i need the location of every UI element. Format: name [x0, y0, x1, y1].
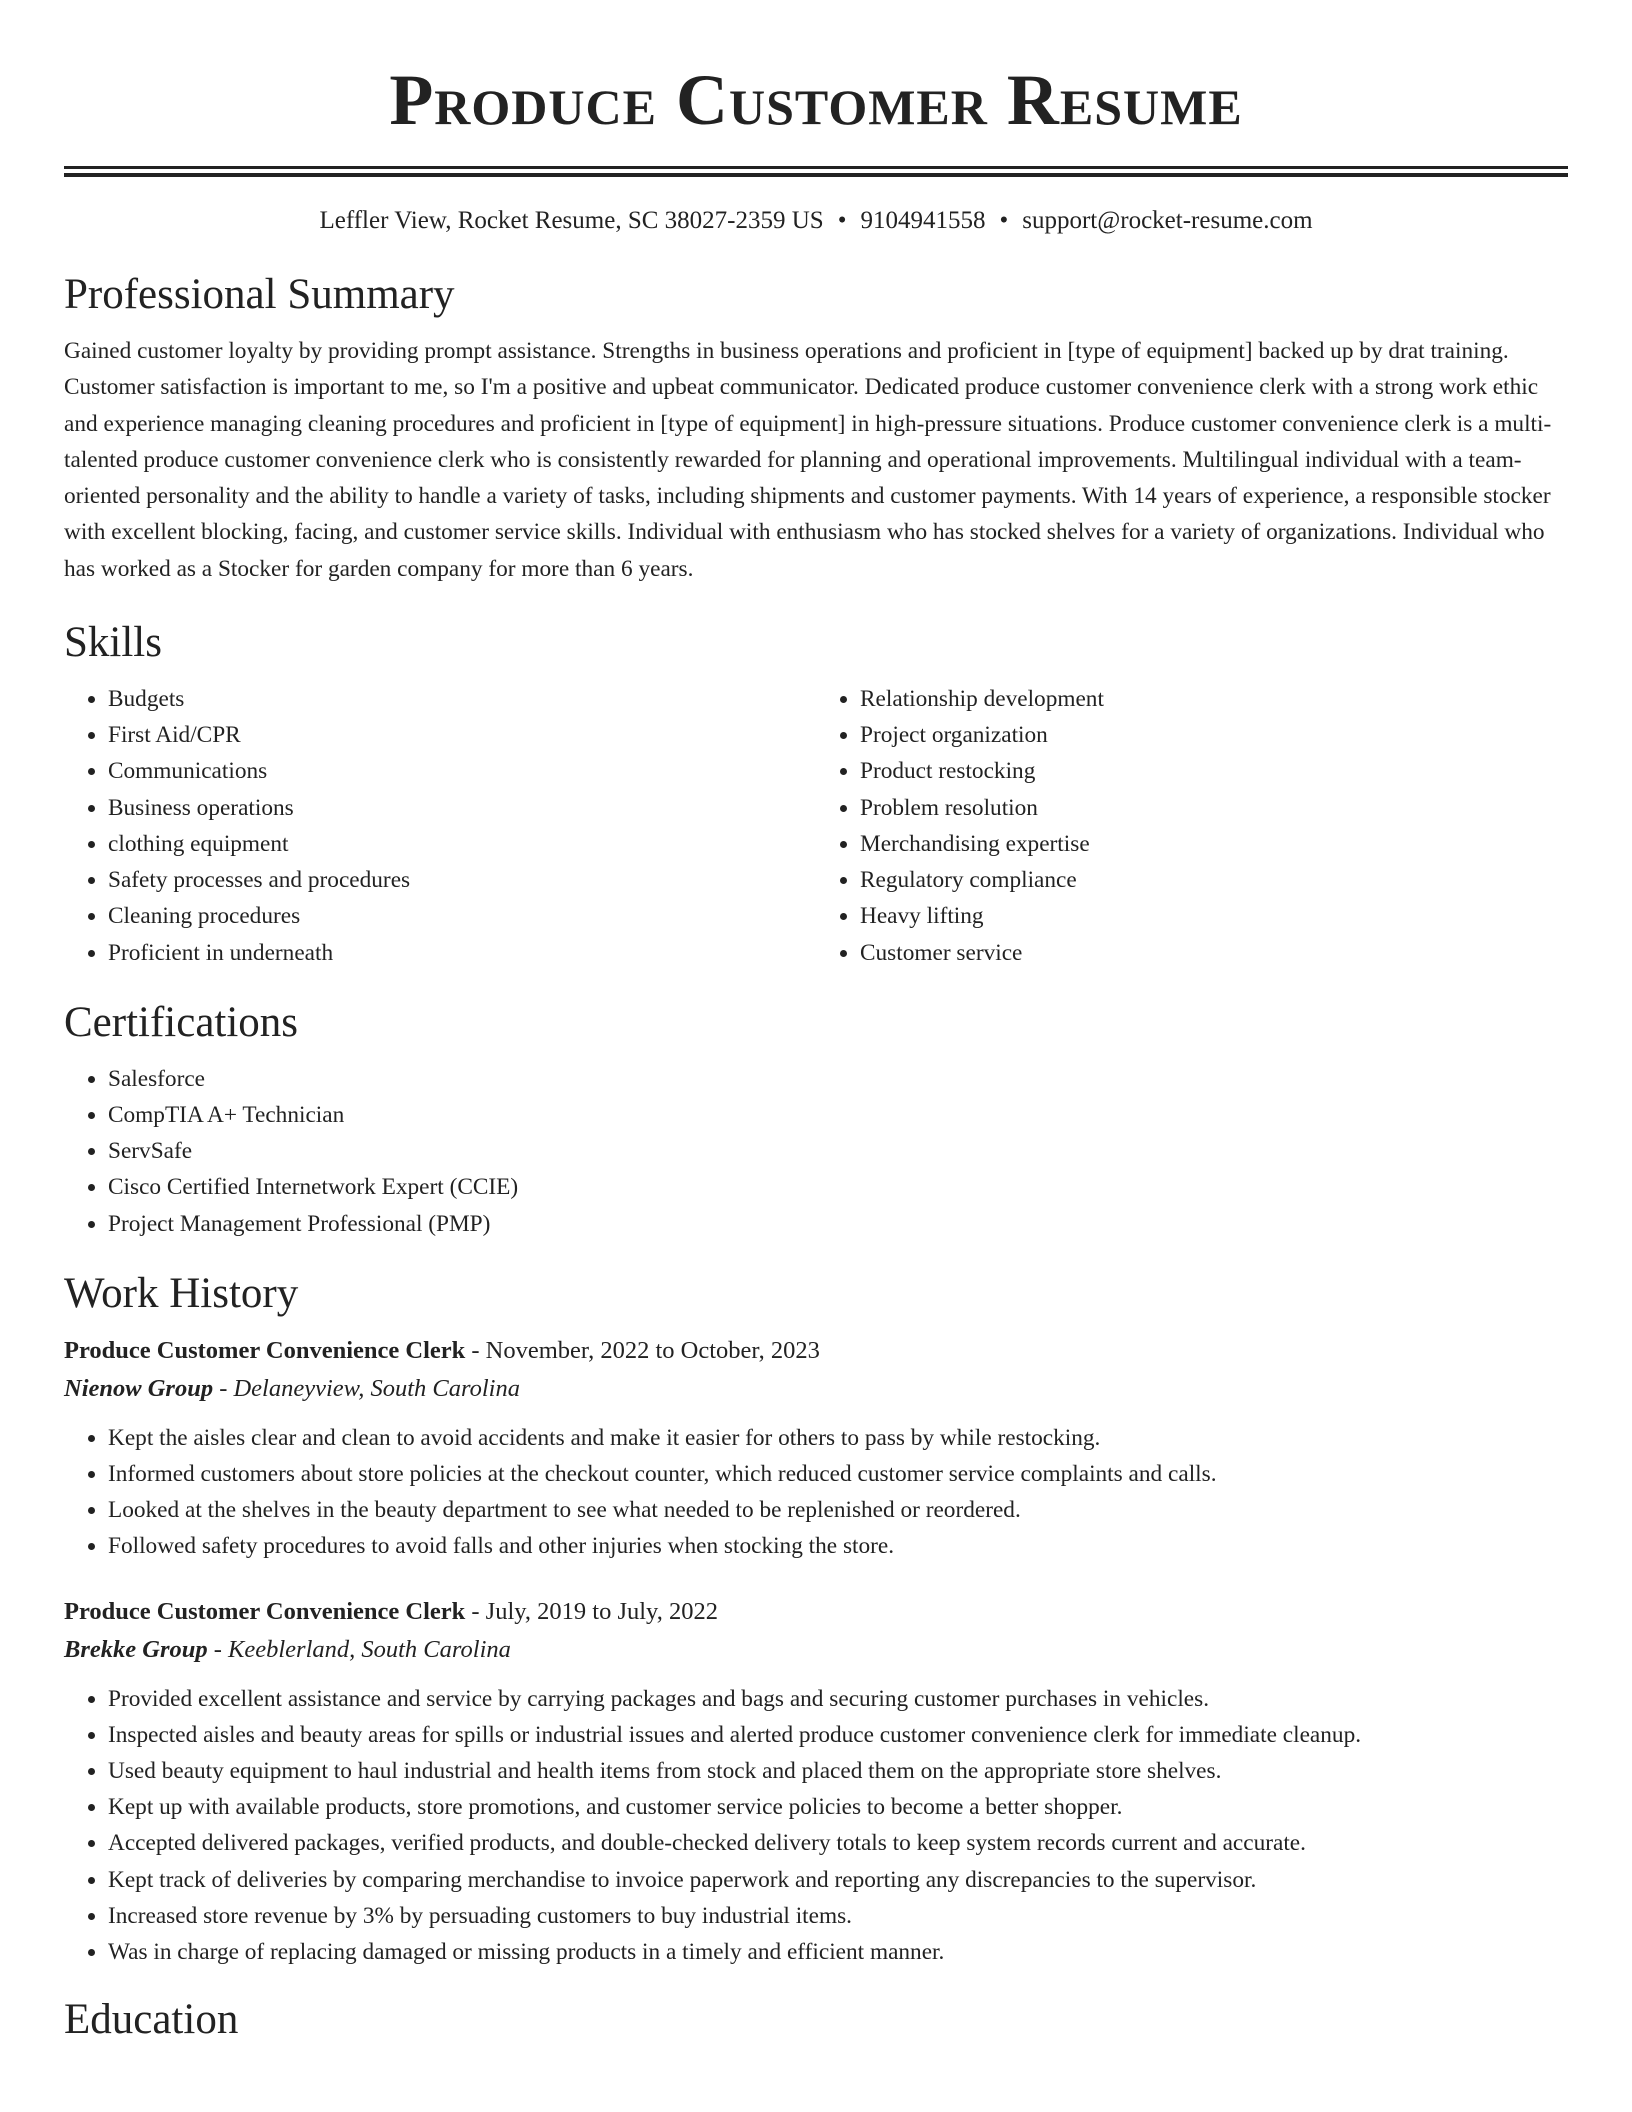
summary-text: Gained customer loyalty by providing prompt assistance. Strengths in business operations and proficient in [type of equipment] backed up by drat training. Customer satisfaction is important to me, so I'm a positive and upbeat communicator. Dedicated produce customer convenience clerk with a strong work ethic and experience managing cleaning procedures and proficient in [type of equipment] in high-pressure situations. Produce customer convenience clerk is a multi-talented produce customer convenience clerk who is consistently rewarded for planning and operational improvements. Multilingual individual with a team-oriented personality and the ability to handle a variety of tasks, including shipments and customer payments. With 14 years of experience, a responsible stocker with excellent blocking, facing, and customer service skills. Individual with enthusiasm who has stocked shelves for a variety of organizations. Individual who has worked as a Stocker for garden company for more than 6 years. — [64, 338, 1552, 582]
skill-item: • Regulatory compliance — [860, 862, 1568, 898]
job-entry — [64, 1332, 1568, 1565]
skills-grid — [64, 681, 1568, 971]
job-company: Nienow Group — [64, 1374, 214, 1402]
resume-title: Produce Customer Resume — [389, 60, 1243, 140]
section-heading-education: Education — [64, 1996, 239, 2044]
job-duty-item: • Increased store revenue by 3% by persuading customers to buy industrial items. — [108, 1898, 1568, 1934]
job-title-line — [64, 1593, 1568, 1631]
skill-item: • First Aid/CPR — [108, 717, 816, 753]
job-company-line — [64, 1370, 1568, 1408]
contact-line — [64, 203, 1568, 239]
section-heading-skills: Skills — [64, 619, 162, 667]
certifications-section — [64, 995, 1568, 1242]
title-divider — [64, 166, 1568, 177]
certification-item: • ServSafe — [108, 1133, 1568, 1169]
contact-separator: • — [837, 207, 847, 234]
section-heading-summary: Professional Summary — [64, 271, 455, 318]
skill-item: • Relationship development — [860, 681, 1568, 717]
job-location: - Keeblerland, South Carolina — [207, 1635, 511, 1663]
skills-list-left — [64, 681, 816, 971]
section-heading-certifications: Certifications — [64, 998, 299, 1046]
certifications-list — [64, 1061, 1568, 1242]
contact-email: support@rocket-resume.com — [1022, 207, 1313, 234]
job-duty-item: • Informed customers about store policies at the checkout counter, which reduced customer service complaints and calls. — [108, 1456, 1568, 1492]
certification-item: • Salesforce — [108, 1061, 1568, 1097]
job-dates: - November, 2022 to October, 2023 — [465, 1336, 820, 1364]
skill-item: • Safety processes and procedures — [108, 862, 816, 898]
job-duties-list — [64, 1681, 1568, 1971]
education-section — [64, 1992, 1568, 2048]
certification-item: • CompTIA A+ Technician — [108, 1097, 1568, 1133]
certification-item: • Project Management Professional (PMP) — [108, 1206, 1568, 1242]
skill-item: • Heavy lifting — [860, 898, 1568, 934]
skill-item: • clothing equipment — [108, 826, 816, 862]
job-duty-item: • Provided excellent assistance and service by carrying packages and bags and securing customer purchases in vehicles. — [108, 1681, 1568, 1717]
skill-item: • Business operations — [108, 790, 816, 826]
certification-item: • Cisco Certified Internetwork Expert (CCIE) — [108, 1169, 1568, 1205]
job-title-line — [64, 1332, 1568, 1370]
job-duty-item: • Was in charge of replacing damaged or missing products in a timely and efficient manner. — [108, 1934, 1568, 1970]
contact-separator: • — [999, 207, 1009, 234]
job-duty-item: • Kept the aisles clear and clean to avoid accidents and make it easier for others to pass by while restocking. — [108, 1420, 1568, 1456]
section-heading-work-history: Work History — [64, 1269, 299, 1317]
job-duties-list — [64, 1420, 1568, 1565]
job-duty-item: • Used beauty equipment to haul industrial and health items from stock and placed them on the appropriate store shelves. — [108, 1753, 1568, 1789]
skill-item: • Problem resolution — [860, 790, 1568, 826]
skill-item: • Merchandising expertise — [860, 826, 1568, 862]
job-title: Produce Customer Convenience Clerk — [64, 1336, 466, 1364]
professional-summary-section — [64, 267, 1568, 587]
skills-section — [64, 615, 1568, 971]
job-dates: - July, 2019 to July, 2022 — [465, 1597, 718, 1625]
job-duty-item: • Kept up with available products, store promotions, and customer service policies to become a better shopper. — [108, 1789, 1568, 1825]
job-company-line — [64, 1631, 1568, 1669]
skill-item: • Proficient in underneath — [108, 935, 816, 971]
skill-item: • Product restocking — [860, 753, 1568, 789]
skill-item: • Budgets — [108, 681, 816, 717]
job-title: Produce Customer Convenience Clerk — [64, 1597, 466, 1625]
job-duty-item: • Inspected aisles and beauty areas for spills or industrial issues and alerted produce customer convenience clerk for immediate cleanup. — [108, 1717, 1568, 1753]
contact-phone: 9104941558 — [860, 207, 986, 234]
job-entry — [64, 1593, 1568, 1971]
skill-item: • Project organization — [860, 717, 1568, 753]
job-duty-item: • Looked at the shelves in the beauty department to see what needed to be replenished or reordered. — [108, 1492, 1568, 1528]
job-company: Brekke Group — [64, 1635, 208, 1663]
skill-item: • Customer service — [860, 935, 1568, 971]
work-history-section — [64, 1266, 1568, 1970]
contact-address: Leffler View, Rocket Resume, SC 38027-2359 US — [319, 207, 824, 234]
job-duty-item: • Accepted delivered packages, verified products, and double-checked delivery totals to keep system records current and accurate. — [108, 1825, 1568, 1861]
job-duty-item: • Kept track of deliveries by comparing merchandise to invoice paperwork and reporting any discrepancies to the supervisor. — [108, 1862, 1568, 1898]
job-duty-item: • Followed safety procedures to avoid falls and other injuries when stocking the store. — [108, 1528, 1568, 1564]
skill-item: • Cleaning procedures — [108, 898, 816, 934]
job-location: - Delaneyview, South Carolina — [213, 1374, 520, 1402]
skills-list-right — [816, 681, 1568, 971]
skill-item: • Communications — [108, 753, 816, 789]
